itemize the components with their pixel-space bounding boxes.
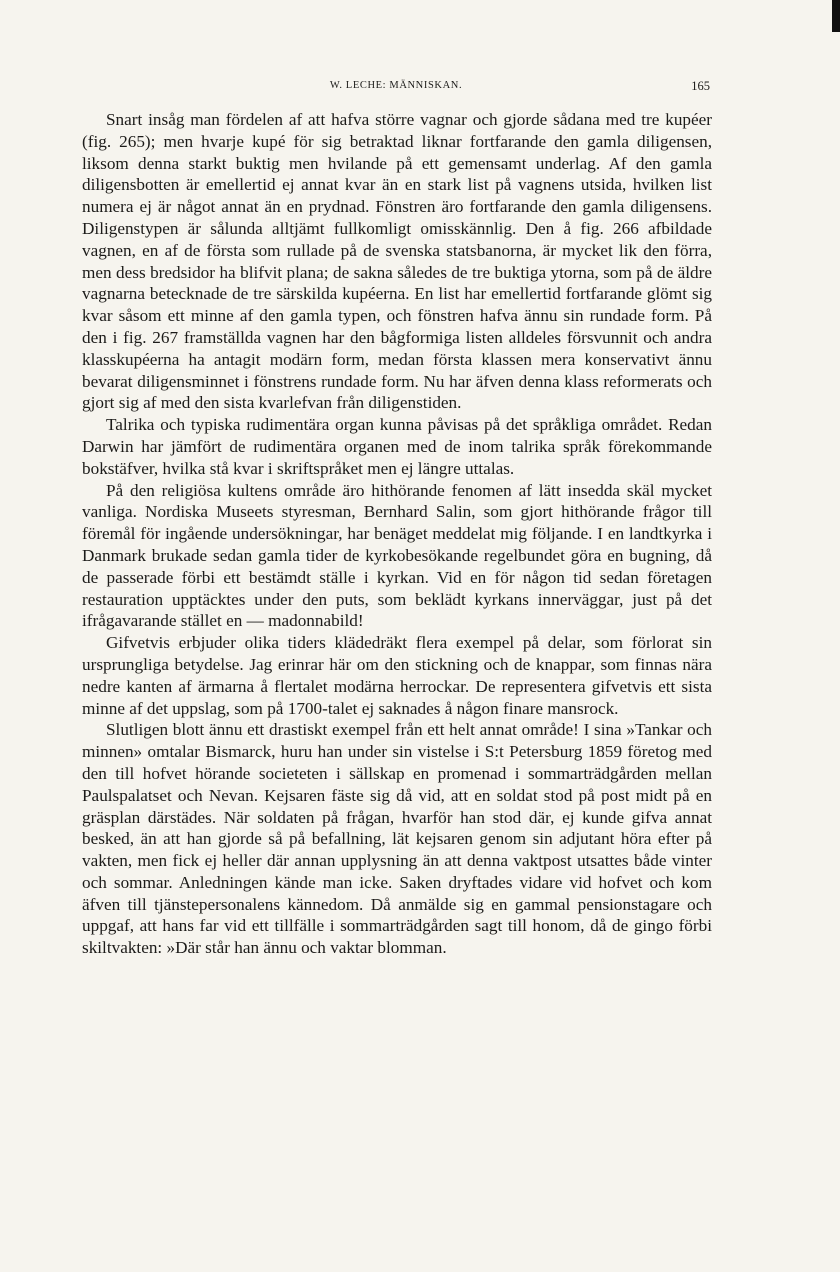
page-number: 165 — [691, 79, 710, 93]
paragraph-railway-carriages: Snart insåg man fördelen af att hafva större vagnar och gjorde sådana med tre kupéer (fig. 265); men hvarje kupé för sig betraktad liknar fortfarande den gamla diligensen, liksom denna starkt buktig men hvilande på ett gemensamt underlag. Af den gamla diligensbotten är emellertid ej annat kvar än en stark list på vagnens utsida, hvilken list numera ej är något annat än en prydnad. Fönstren äro fortfarande den gamla diligensens. Diligenstypen är sålunda alltjämt fullkomligt omisskännlig. Den å fig. 266 afbildade vagnen, en af de första som rullade på de svenska statsbanorna, är mycket lik den förra, men dess bredsidor ha blifvit plana; de sakna således de tre buktiga ytorna, som på de äldre vagnarna betecknade de tre särskilda kupéerna. En list har emellertid fortfarande glömt sig kvar såsom ett minne af den gamla typen, och fönstren hafva ännu sin rundade form. På den i fig. 267 framställda vagnen har den bågformiga listen alldeles försvunnit och andra klasskupéerna ha antagit modärn form, medan första klassen mera konservativt ännu bevarat diligensminnet i fönstrens rundade form. Nu har äfven denna klass reformerats och gjort sig af med den sista kvarlefvan från diligenstiden. — [82, 110, 712, 413]
paragraph-clothing: Gifvetvis erbjuder olika tiders klädedräkt flera exempel på delar, som förlorat sin ursprungliga betydelse. Jag erinrar här om den stickning och de knappar, som finnas nära nedre kanten af ärmarna å flertalet modärna herrockar. De representera gifvetvis ett sista minne af det uppslag, som på 1700-talet ej saknades å någon finare mansrock. — [82, 633, 712, 718]
running-head-title: W. LECHE: MÄNNISKAN. — [329, 80, 463, 91]
running-head — [80, 80, 712, 100]
paragraph-bismarck: Slutligen blott ännu ett drastiskt exempel från ett helt annat område! I sina »Tankar och minnen» omtalar Bismarck, huru han under sin vistelse i S:t Petersburg 1859 företog med den till hofvet hörande societeten i sällskap en promenad i sommarträdgården mellan Paulspalatset och Nevan. Kejsaren fäste sig då vid, att en soldat stod på post midt på en gräsplan därstädes. När soldaten på frågan, hvarför han stod där, ej kunde gifva annat besked, än att han gjorde så på befallning, lät kejsaren genom sin adjutant höra efter på vakten, men fick ej heller där annan upplysning än att denna vaktpost utsattes både vinter och sommar. Anledningen kände man icke. Saken dryftades vidare vid hofvet och kom äfven till tjänstepersonalens kännedom. Då anmälde sig en gammal pensionstagare och uppgaf, att hans far vid ett tillfälle i sommarträdgården sagt till honom, då de gingo förbi skiltvakten: »Där står han ännu och vaktar blomman. — [82, 720, 712, 958]
paragraph-language: Talrika och typiska rudimentära organ kunna påvisas på det språkliga området. Redan Darwin har jämfört de rudimentära organen med de inom talrika språk förekommande bokstäfver, hvilka stå kvar i skriftspråket men ej längre uttalas. — [82, 415, 712, 478]
paragraph-religious-cult: På den religiösa kultens område äro hithörande fenomen af lätt insedda skäl mycket vanliga. Nordiska Museets styresman, Bernhard Salin, som gjort hithörande frågor till föremål för ingående undersökningar, har benäget meddelat mig följande. I en landtkyrka i Danmark brukade sedan gamla tider de kyrkobesökande regelbundet göra en bugning, då de passerade förbi ett bestämdt ställe i kyrkan. Vid en för någon tid sedan företagen restauration upptäcktes under den puts, som beklädt kyrkans innerväggar, just på det ifrågavarande stället en — madonnabild! — [82, 480, 712, 631]
body-text — [82, 109, 712, 959]
scan-edge-mark — [832, 0, 840, 32]
